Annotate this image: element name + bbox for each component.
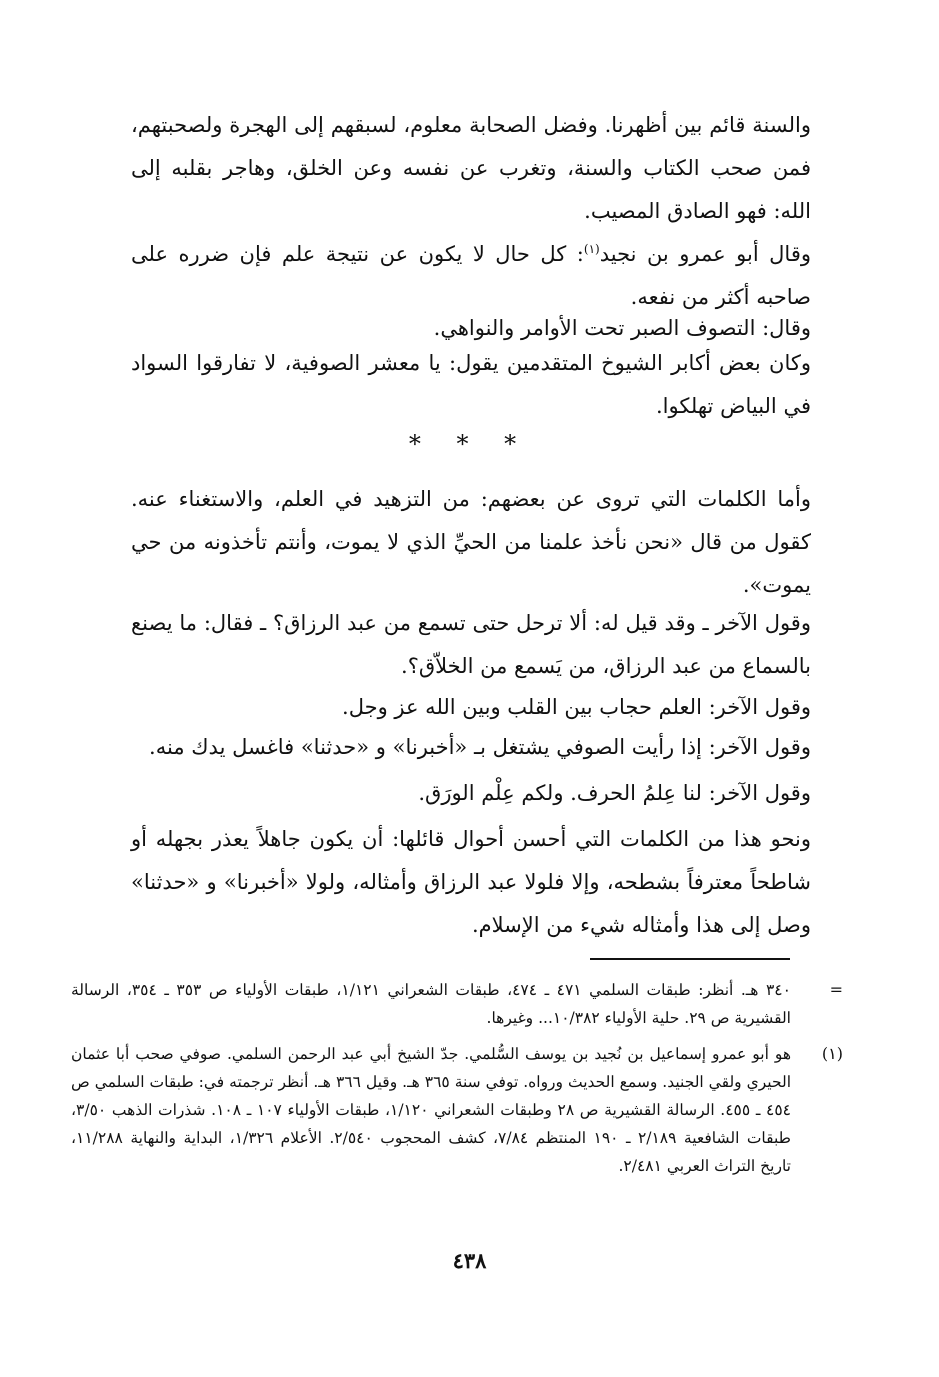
page-number: ٤٣٨ [452,1248,487,1273]
paragraph-10: ونحو هذا من الكلمات التي أحسن أحوال قائلها: أن يكون جاهلاً يعذر بجهله أو شاطحاً معترفاً بشطحه، وإلا فلولا عبد الرزاق وأمثاله، ولولا «أخبرنا» و «حدثنا» وصل إلى هذا وأمثاله شيء من الإسلام. [131,827,811,937]
footnote-reference: (١) [583,242,600,256]
paragraph-7: وقول الآخر: العلم حجاب بين القلب وبين الله عز وجل. [342,695,811,719]
footnote-continuation [71,976,843,1032]
paragraph-4: وكان بعض أكابر الشيوخ المتقدمين يقول: يا معشر الصوفية، لا تفارقوا السواد في البياض تهلكوا. [131,351,811,418]
section-divider: * * * [408,430,531,458]
paragraph-1: والسنة قائم بين أظهرنا. وفضل الصحابة معلوم، لسبقهم إلى الهجرة ولصحبتهم، فمن صحب الكتاب والسنة، وتغرب عن نفسه وعن الخلق، وهاجر بقلبه إلى الله: فهو الصادق المصيب. [131,113,811,223]
footnote-separator [590,958,790,960]
paragraph-5: وأما الكلمات التي تروى عن بعضهم: من التزهيد في العلم، والاستغناء عنه. كقول من قال «نحن نأخذ علمنا من الحيِّ الذي لا يموت، وأنتم تأخذونه من حي يموت». [131,487,811,597]
footnote-continuation-text: ٣٤٠ هـ. أنظر: طبقات السلمي ٤٧١ ـ ٤٧٤، طبقات الشعراني ١/١٢١، طبقات الأولياء ص ٣٥٣ ـ ٣٥٤، الرسالة القشيرية ص ٢٩. حلية الأولياء ١٠/٣٨٢... وغيرها. [71,981,791,1027]
footnote-1-text: هو أبو عمرو إسماعيل بن نُجيد بن يوسف السُّلمي. جدّ الشيخ أبي عبد الرحمن السلمي. صوفي صحب أبا عثمان الحيري ولقي الجنيد. وسمع الحديث ورواه. توفي سنة ٣٦٥ هـ. وقيل ٣٦٦ هـ. أنظر ترجمته في: طبقات السلمي ص ٤٥٤ ـ ٤٥٥. الرسالة القشيرية ص ٢٨ وطبقات الشعراني ١/١٢٠، طبقات الأولياء ١٠٧ ـ ١٠٨. شذرات الذهب ٣/٥٠، طبقات الشافعية ٢/١٨٩ ـ ١٩٠ المنتظم ٧/٨٤، كشف المحجوب ٢/٥٤٠. الأعلام ١/٣٢٦، البداية والنهاية ١١/٢٨٨، تاريخ التراث العربي ٢/٤٨١. [71,1045,792,1175]
footnote-1 [71,1040,843,1180]
paragraph-6: وقول الآخر ـ وقد قيل له: ألا ترحل حتى تسمع من عبد الرزاق؟ ـ فقال: ما يصنع بالسماع من عبد الرزاق، من يَسمع من الخلاّق؟. [131,611,811,678]
paragraph-3: وقال: التصوف الصبر تحت الأوامر والنواهي. [433,316,811,340]
paragraph-2-start: وقال أبو عمرو بن نجيد [599,242,811,266]
footnote-1-mark: (١) [821,1044,843,1063]
paragraph-9: وقول الآخر: لنا عِلمُ الحرف. ولكم عِلْم الورَق. [418,781,811,805]
continuation-mark: = [829,980,843,999]
paragraph-8: وقول الآخر: إذا رأيت الصوفي يشتغل بـ «أخبرنا» و «حدثنا» فاغسل يدك منه. [149,735,811,759]
paragraph-2-end: : كل حال لا يكون عن نتيجة علم فإن ضرره على صاحبه أكثر من نفعه. [131,242,811,309]
